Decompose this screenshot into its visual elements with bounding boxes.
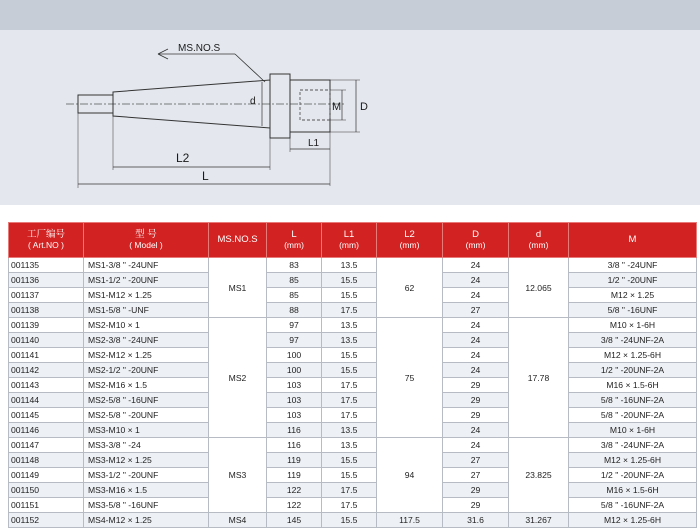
cell-D: 29 xyxy=(443,378,509,393)
cell-D: 29 xyxy=(443,393,509,408)
cell-L: 97 xyxy=(267,333,322,348)
header-art-no: 工厂编号 ( Art.NO ) xyxy=(9,223,84,258)
flange-outline xyxy=(270,74,290,138)
table-row xyxy=(9,288,697,303)
cell-M: M16 × 1.5-6H xyxy=(569,483,697,498)
table-row xyxy=(9,423,697,438)
table-row xyxy=(9,318,697,333)
cell-art-no: 001148 xyxy=(9,453,84,468)
cell-model: MS1-5/8 " -UNF xyxy=(84,303,209,318)
cell-art-no: 001136 xyxy=(9,273,84,288)
top-band xyxy=(0,0,700,30)
cell-L1: 17.5 xyxy=(322,408,377,423)
cell-L: 85 xyxy=(267,273,322,288)
cell-L2: 117.5 xyxy=(377,513,443,528)
cell-model: MS2-5/8 " -16UNF xyxy=(84,393,209,408)
cell-art-no: 001144 xyxy=(9,393,84,408)
table-row xyxy=(9,513,697,528)
cell-model: MS2-3/8 " -24UNF xyxy=(84,333,209,348)
cell-model: MS2-M12 × 1.25 xyxy=(84,348,209,363)
header-M: M xyxy=(569,223,697,258)
cell-D: 24 xyxy=(443,438,509,453)
cell-d: 23.825 xyxy=(509,438,569,513)
cell-model: MS2-1/2 " -20UNF xyxy=(84,363,209,378)
cell-L1: 15.5 xyxy=(322,453,377,468)
table-row xyxy=(9,483,697,498)
cell-art-no: 001151 xyxy=(9,498,84,513)
cell-L1: 17.5 xyxy=(322,483,377,498)
arbor-drawing-svg xyxy=(0,30,700,205)
cell-art-no: 001142 xyxy=(9,363,84,378)
label-M: M xyxy=(332,101,342,113)
cell-L2: 94 xyxy=(377,438,443,513)
header-ms-no-s: MS.NO.S xyxy=(209,223,267,258)
cell-L1: 13.5 xyxy=(322,423,377,438)
cell-art-no: 001141 xyxy=(9,348,84,363)
cell-L1: 13.5 xyxy=(322,438,377,453)
cell-art-no: 001150 xyxy=(9,483,84,498)
cell-M: M10 × 1-6H xyxy=(569,318,697,333)
cell-M: 1/2 " -20UNF-2A xyxy=(569,468,697,483)
cell-model: MS2-M10 × 1 xyxy=(84,318,209,333)
ms-leader-arrow-b xyxy=(158,54,168,59)
cell-D: 24 xyxy=(443,258,509,273)
ms-leader-diag xyxy=(235,54,265,82)
ms-leader-arrow-a xyxy=(158,49,168,54)
table-row xyxy=(9,348,697,363)
header-L1: L1 (mm) xyxy=(322,223,377,258)
cell-model: MS1-M12 × 1.25 xyxy=(84,288,209,303)
cell-model: MS3-1/2 " -20UNF xyxy=(84,468,209,483)
cell-L: 116 xyxy=(267,438,322,453)
head-outline xyxy=(290,80,330,132)
cell-model: MS3-5/8 " -16UNF xyxy=(84,498,209,513)
cell-M: 3/8 " -24UNF-2A xyxy=(569,438,697,453)
header-L2: L2 (mm) xyxy=(377,223,443,258)
cell-D: 24 xyxy=(443,333,509,348)
cell-M: 1/2 " -20UNF-2A xyxy=(569,363,697,378)
cell-M: 5/8 " -16UNF-2A xyxy=(569,393,697,408)
cell-art-no: 001135 xyxy=(9,258,84,273)
cell-L: 145 xyxy=(267,513,322,528)
header-model: 型 号 ( Model ) xyxy=(84,223,209,258)
cell-M: 3/8 " -24UNF xyxy=(569,258,697,273)
cell-L2: 62 xyxy=(377,258,443,318)
cell-M: M12 × 1.25 xyxy=(569,288,697,303)
table-header-row xyxy=(9,223,697,258)
cell-art-no: 001139 xyxy=(9,318,84,333)
cell-D: 24 xyxy=(443,423,509,438)
cell-model: MS3-M10 × 1 xyxy=(84,423,209,438)
cell-L: 116 xyxy=(267,423,322,438)
table-row xyxy=(9,363,697,378)
cell-model: MS2-M16 × 1.5 xyxy=(84,378,209,393)
cell-model: MS1-3/8 " -24UNF xyxy=(84,258,209,273)
cell-D: 24 xyxy=(443,363,509,378)
cell-D: 24 xyxy=(443,288,509,303)
cell-art-no: 001137 xyxy=(9,288,84,303)
cell-model: MS1-1/2 " -20UNF xyxy=(84,273,209,288)
cell-ms-no-s: MS1 xyxy=(209,258,267,318)
cell-M: M10 × 1-6H xyxy=(569,423,697,438)
cell-L1: 17.5 xyxy=(322,498,377,513)
cell-L: 122 xyxy=(267,498,322,513)
cell-d: 12.065 xyxy=(509,258,569,318)
cell-M: M12 × 1.25-6H xyxy=(569,348,697,363)
cell-L: 119 xyxy=(267,468,322,483)
cell-art-no: 001145 xyxy=(9,408,84,423)
cell-M: 3/8 " -24UNF-2A xyxy=(569,333,697,348)
cell-L: 103 xyxy=(267,393,322,408)
cell-M: 5/8 " -16UNF-2A xyxy=(569,498,697,513)
cell-D: 29 xyxy=(443,408,509,423)
cell-D: 27 xyxy=(443,453,509,468)
cell-ms-no-s: MS2 xyxy=(209,318,267,438)
table-row xyxy=(9,378,697,393)
cell-L: 122 xyxy=(267,483,322,498)
cell-L: 119 xyxy=(267,453,322,468)
cell-D: 27 xyxy=(443,303,509,318)
cell-L1: 15.5 xyxy=(322,348,377,363)
table-row xyxy=(9,273,697,288)
cell-L: 100 xyxy=(267,348,322,363)
cell-art-no: 001152 xyxy=(9,513,84,528)
cell-art-no: 001138 xyxy=(9,303,84,318)
cell-L1: 15.5 xyxy=(322,273,377,288)
technical-drawing xyxy=(0,30,700,205)
cell-L1: 15.5 xyxy=(322,513,377,528)
cell-L: 97 xyxy=(267,318,322,333)
cell-D: 29 xyxy=(443,498,509,513)
cell-M: 5/8 " -16UNF xyxy=(569,303,697,318)
cell-L1: 17.5 xyxy=(322,393,377,408)
table-row xyxy=(9,498,697,513)
label-L1: L1 xyxy=(308,138,320,149)
cell-L: 103 xyxy=(267,408,322,423)
table-row xyxy=(9,438,697,453)
cell-L1: 17.5 xyxy=(322,303,377,318)
label-ms-no-s: MS.NO.S xyxy=(178,43,221,54)
cell-art-no: 001149 xyxy=(9,468,84,483)
cell-L1: 15.5 xyxy=(322,288,377,303)
cell-L: 103 xyxy=(267,378,322,393)
cell-art-no: 001147 xyxy=(9,438,84,453)
cell-art-no: 001146 xyxy=(9,423,84,438)
cell-D: 24 xyxy=(443,318,509,333)
threaded-bore xyxy=(300,90,330,120)
table-row xyxy=(9,393,697,408)
table-row xyxy=(9,258,697,273)
table-row xyxy=(9,468,697,483)
cell-M: M12 × 1.25-6H xyxy=(569,453,697,468)
cell-M: 1/2 " -20UNF xyxy=(569,273,697,288)
cell-d: 31.267 xyxy=(509,513,569,528)
cell-L1: 15.5 xyxy=(322,468,377,483)
cell-D: 24 xyxy=(443,348,509,363)
cell-model: MS3-M12 × 1.25 xyxy=(84,453,209,468)
header-D: D (mm) xyxy=(443,223,509,258)
table-row xyxy=(9,408,697,423)
label-L: L xyxy=(202,169,209,183)
cell-L1: 15.5 xyxy=(322,363,377,378)
cell-L: 83 xyxy=(267,258,322,273)
cell-ms-no-s: MS4 xyxy=(209,513,267,528)
label-D: D xyxy=(360,101,368,113)
cell-D: 24 xyxy=(443,273,509,288)
cell-model: MS3-M16 × 1.5 xyxy=(84,483,209,498)
header-L: L (mm) xyxy=(267,223,322,258)
header-d: d (mm) xyxy=(509,223,569,258)
spec-table xyxy=(8,222,697,528)
cell-M: 5/8 " -20UNF-2A xyxy=(569,408,697,423)
label-L2: L2 xyxy=(176,151,190,165)
cell-model: MS3-3/8 " -24 xyxy=(84,438,209,453)
label-d-small: d xyxy=(250,96,256,107)
cell-D: 31.6 xyxy=(443,513,509,528)
cell-ms-no-s: MS3 xyxy=(209,438,267,513)
cell-art-no: 001140 xyxy=(9,333,84,348)
cell-L1: 17.5 xyxy=(322,378,377,393)
cell-L: 85 xyxy=(267,288,322,303)
cell-L2: 75 xyxy=(377,318,443,438)
cell-model: MS2-5/8 " -20UNF xyxy=(84,408,209,423)
table-row xyxy=(9,303,697,318)
table-row xyxy=(9,453,697,468)
table-row xyxy=(9,333,697,348)
cell-L1: 13.5 xyxy=(322,318,377,333)
cell-L: 88 xyxy=(267,303,322,318)
cell-art-no: 001143 xyxy=(9,378,84,393)
cell-model: MS4-M12 × 1.25 xyxy=(84,513,209,528)
cell-L: 100 xyxy=(267,363,322,378)
cell-D: 29 xyxy=(443,483,509,498)
cell-L1: 13.5 xyxy=(322,258,377,273)
cell-L1: 13.5 xyxy=(322,333,377,348)
cell-M: M16 × 1.5-6H xyxy=(569,378,697,393)
cell-D: 27 xyxy=(443,468,509,483)
cell-M: M12 × 1.25-6H xyxy=(569,513,697,528)
table-body xyxy=(9,258,697,528)
cell-d: 17.78 xyxy=(509,318,569,438)
